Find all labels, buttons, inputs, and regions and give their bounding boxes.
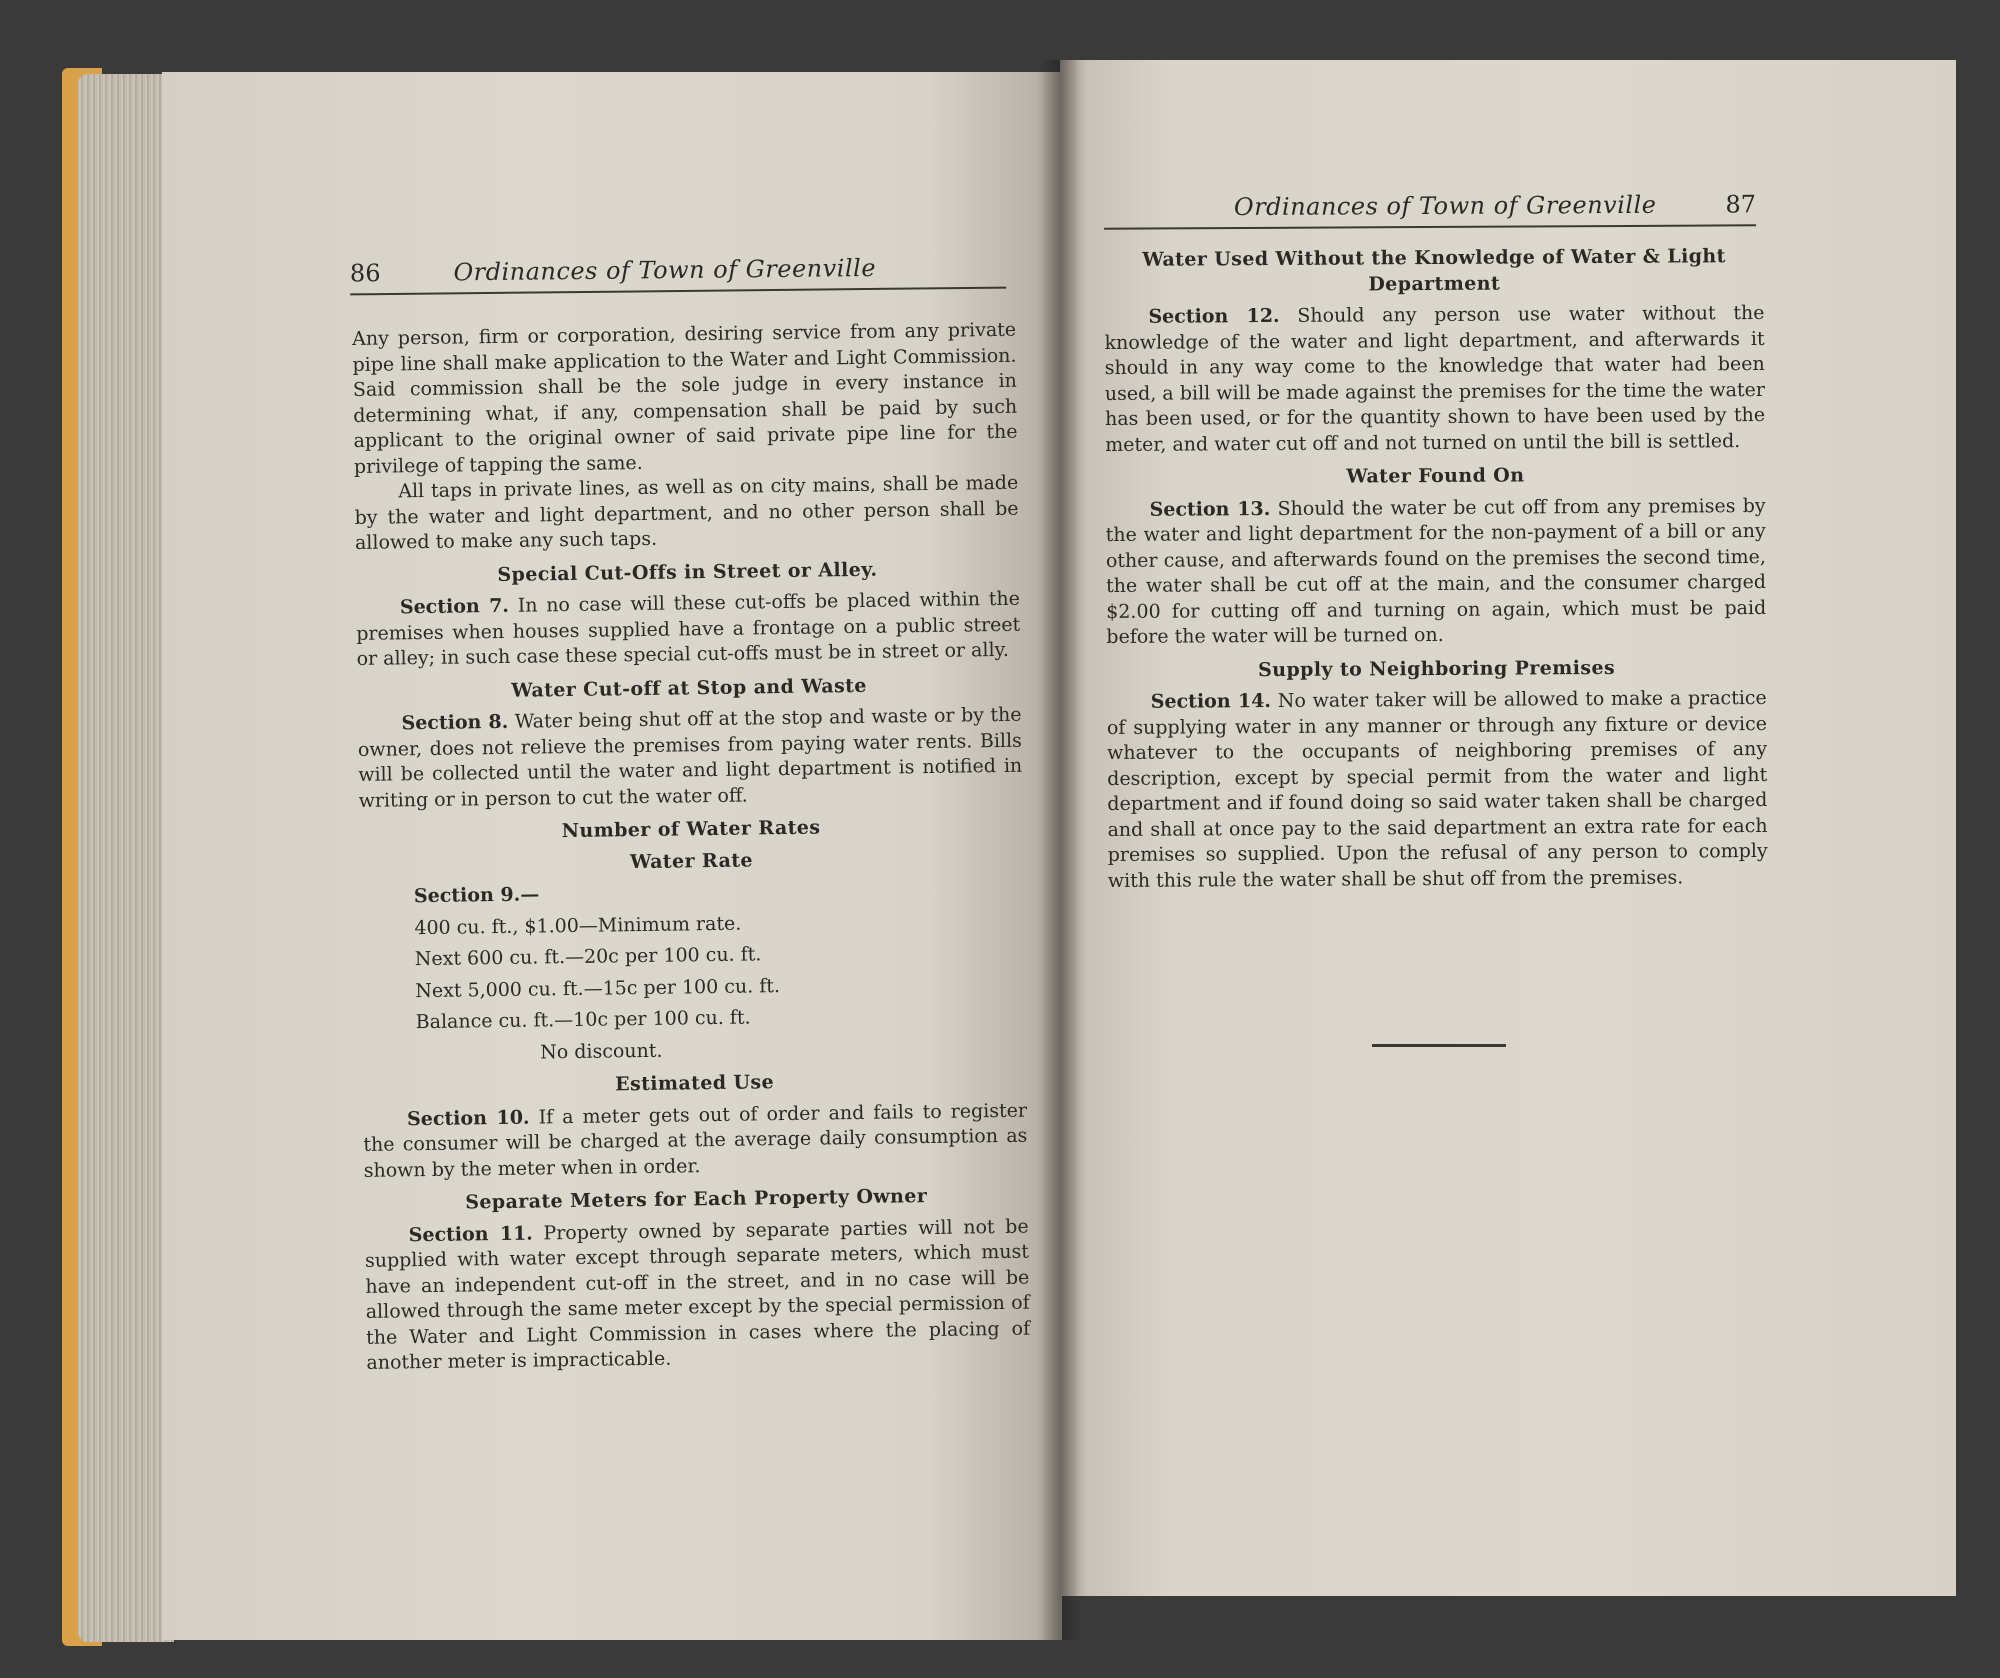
heading-special-cutoffs: Special Cut-Offs in Street or Alley. [497, 558, 878, 586]
rate-line: Balance cu. ft.—10c per 100 cu. ft. [415, 1006, 751, 1034]
heading-without-knowledge: Water Used Without the Knowledge of Water & Light Department [1142, 245, 1726, 295]
section-7-label: Section 7. [399, 594, 510, 619]
heading-separate-meters: Separate Meters for Each Property Owner [465, 1185, 928, 1214]
section-7-text: In no case will these cut-offs be placed within the premises when houses supplied have a frontage on a public street or alley; in such case these special cut-offs must be in street or ally. [356, 587, 1021, 670]
left-running-head [350, 253, 1006, 296]
section-9-label: Section 9.— [413, 883, 540, 908]
heading-estimated-use: Estimated Use [614, 1071, 775, 1096]
rate-schedule [414, 876, 1026, 1067]
right-running-head [1104, 190, 1756, 229]
section-14 [1107, 686, 1768, 894]
section-7 [356, 587, 1021, 673]
section-10 [363, 1098, 1028, 1184]
section-13 [1106, 493, 1767, 650]
section-13-text: Should the water be cut off from any premises by the water and light department for the non-payment of a bill or any other cause, and afterwards found on the premises the second time, the water shall be cut off at the main, and the consumer charged $2.00 for cutting off and turning on again, which must be paid before the water will be turned on. [1105, 494, 1767, 648]
heading-water-rate: Water Rate [629, 848, 754, 873]
section-11-label: Section 11. [408, 1222, 533, 1246]
right-page-number: 87 [1725, 190, 1757, 219]
section-14-label: Section 14. [1150, 689, 1272, 713]
section-8 [357, 703, 1022, 814]
section-10-text: If a meter gets out of order and fails to register the consumer will be charged at the average daily consumption as shown by the meter when in order. [363, 1099, 1028, 1182]
right-page [1060, 60, 1956, 1596]
left-page-number: 86 [349, 259, 381, 288]
heading-stop-waste: Water Cut-off at Stop and Waste [511, 674, 867, 702]
section-8-label: Section 8. [401, 710, 509, 735]
page-block-edges [78, 74, 174, 1642]
section-11 [365, 1214, 1031, 1376]
no-discount: No discount. [539, 1039, 663, 1063]
rate-line: 400 cu. ft., $1.00—Minimum rate. [414, 912, 742, 939]
section-12-text: Should any person use water without the knowledge of the water and light department, and afterwards it should in any way come to the knowledge that water had been used, a bill will be made against the premises for the time the water has been used, or for the quantity shown to have been used by the meter, and water cut off and not turned on until the bill is settled. [1104, 301, 1766, 456]
paragraph-private-pipe: Any person, firm or corporation, desiring service from any private pipe line shall make application to the Water and Light Commission. Said commission shall be the sole judge in every instance in determining what, if any, compensation shall be paid by such applicant to the original owner of said private pipe line for the privilege of tapping the same. [352, 318, 1018, 478]
paragraph-taps: All taps in private lines, as well as on city mains, shall be made by the water and light department, and no other person shall be allowed to make any such taps. [354, 471, 1019, 554]
left-page-body [352, 318, 1031, 1377]
heading-water-found-on: Water Found On [1346, 464, 1525, 488]
rate-line: Next 600 cu. ft.—20c per 100 cu. ft. [414, 943, 762, 971]
rate-line: Next 5,000 cu. ft.—15c per 100 cu. ft. [415, 974, 781, 1002]
section-12-label: Section 12. [1148, 304, 1280, 328]
spine-shadow [1040, 60, 1080, 1640]
heading-number-water-rates: Number of Water Rates [561, 816, 821, 843]
section-11-text: Property owned by separate parties will not be supplied with water except through separate meters, which must have an independent cut-off in the street, and in no case will be allowed through the same meter except by the special permission of the Water and Light Commission in cases where the placing of another meter is impracticable. [364, 1215, 1031, 1374]
section-8-text: Water being shut off at the stop and waste or by the owner, does not relieve the premises from paying water rents. Bills will be collected until the water and light department is notified in writing or in person to cut the water off. [357, 703, 1023, 812]
end-rule [1372, 1044, 1506, 1047]
section-13-label: Section 13. [1149, 497, 1271, 521]
left-running-title: Ordinances of Town of Greenville [453, 253, 877, 287]
left-page [162, 72, 1062, 1640]
section-14-text: No water taker will be allowed to make a practice of supplying water in any manner or through any fixture or device whatever to the occupants of neighboring premises of any description, except by special permit from the water and light department and if found doing so said water taken shall be charged and shall at once pay to the said department an extra rate for each premises so supplied. Upon the refusal of any person to comply with this rule the water shall be shut off from the premises. [1106, 686, 1768, 892]
section-10-label: Section 10. [406, 1106, 530, 1130]
right-page-body [1104, 244, 1768, 894]
section-12 [1104, 301, 1765, 458]
right-running-title: Ordinances of Town of Greenville [1233, 190, 1657, 222]
heading-supply-neighboring: Supply to Neighboring Premises [1258, 656, 1616, 681]
